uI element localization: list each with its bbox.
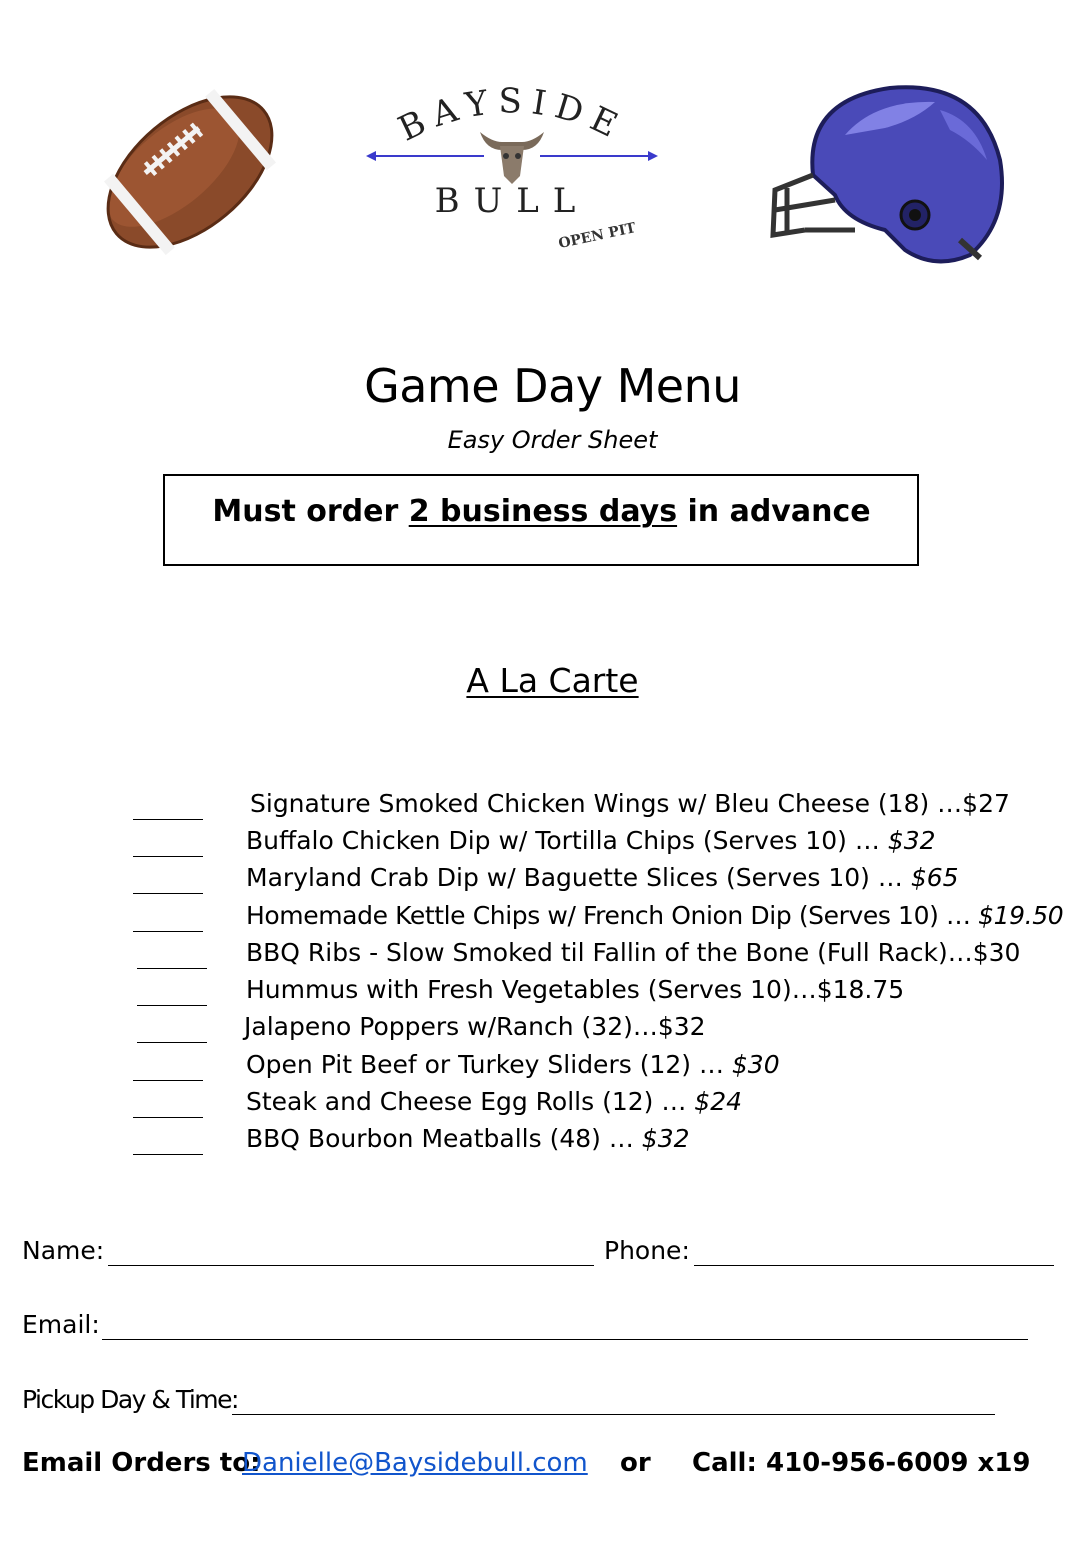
phone-field[interactable] bbox=[694, 1265, 1054, 1266]
menu-item bbox=[246, 901, 1063, 931]
menu-item-price: $65 bbox=[910, 863, 959, 892]
email-orders-label: Email Orders to: bbox=[22, 1448, 261, 1478]
menu-item bbox=[246, 826, 936, 856]
menu-item-price: $32 bbox=[887, 826, 936, 855]
svg-text:BAYSIDE bbox=[392, 81, 631, 149]
menu-item-price: $32 bbox=[641, 1124, 690, 1153]
notice-pre: Must order bbox=[212, 494, 409, 529]
menu-item-text: Open Pit Beef or Turkey Sliders (12) … bbox=[246, 1050, 732, 1079]
notice-post: in advance bbox=[677, 494, 871, 529]
menu-item-price: $19.50 bbox=[978, 901, 1064, 930]
menu-item-text: BBQ Bourbon Meatballs (48) … bbox=[246, 1124, 642, 1153]
email-link[interactable]: Danielle@Baysidebull.com bbox=[242, 1448, 588, 1478]
call-label: Call: bbox=[692, 1448, 757, 1478]
quantity-blank[interactable] bbox=[137, 1005, 207, 1006]
page-title: Game Day Menu bbox=[364, 359, 741, 413]
phone-label: Phone: bbox=[604, 1236, 690, 1265]
menu-item-price: $30 bbox=[731, 1050, 780, 1079]
page-subtitle: Easy Order Sheet bbox=[447, 426, 658, 454]
menu-item bbox=[246, 863, 959, 893]
logo-word-top: BAYSIDE bbox=[392, 81, 632, 150]
menu-item-text: Hummus with Fresh Vegetables (Serves 10)…$18.75 bbox=[246, 975, 905, 1004]
quantity-blank[interactable] bbox=[137, 968, 207, 969]
quantity-blank[interactable] bbox=[133, 893, 203, 894]
or-text: or bbox=[620, 1448, 651, 1478]
quantity-blank[interactable] bbox=[133, 819, 203, 820]
football-helmet-icon bbox=[765, 80, 1010, 270]
football-icon bbox=[100, 88, 280, 256]
menu-item-text: Signature Smoked Chicken Wings w/ Bleu Cheese (18) …$27 bbox=[250, 789, 1010, 818]
quantity-blank[interactable] bbox=[133, 931, 203, 932]
quantity-blank[interactable] bbox=[137, 1042, 207, 1043]
email-label: Email: bbox=[22, 1310, 100, 1339]
advance-order-notice bbox=[163, 494, 920, 530]
menu-item-text: Homemade Kettle Chips w/ French Onion Dip (Serves 10) … bbox=[246, 901, 979, 930]
menu-item bbox=[246, 1087, 742, 1117]
menu-item-text: Steak and Cheese Egg Rolls (12) … bbox=[246, 1087, 695, 1116]
menu-item-text: Maryland Crab Dip w/ Baguette Slices (Serves 10) … bbox=[246, 863, 911, 892]
logo-word-bottom: BULL bbox=[434, 181, 590, 221]
menu-item bbox=[246, 1050, 780, 1080]
name-field[interactable] bbox=[108, 1265, 594, 1266]
pickup-label: Pickup Day & Time: bbox=[22, 1385, 238, 1414]
section-title: A La Carte bbox=[466, 661, 639, 700]
pickup-field[interactable] bbox=[232, 1414, 995, 1415]
menu-item bbox=[246, 975, 904, 1005]
menu-item bbox=[250, 789, 1010, 819]
email-field[interactable] bbox=[102, 1339, 1028, 1340]
phone-number: 410-956-6009 x19 bbox=[766, 1448, 1031, 1478]
bayside-bull-logo bbox=[362, 80, 662, 252]
menu-item-text: Buffalo Chicken Dip w/ Tortilla Chips (Serves 10) … bbox=[246, 826, 888, 855]
quantity-blank[interactable] bbox=[133, 856, 203, 857]
menu-item-text: Jalapeno Poppers w/Ranch (32)…$32 bbox=[244, 1012, 706, 1041]
menu-item bbox=[246, 1124, 690, 1154]
menu-item-text: BBQ Ribs - Slow Smoked til Fallin of the Bone (Full Rack)…$30 bbox=[246, 938, 1021, 967]
menu-item bbox=[246, 938, 1020, 968]
quantity-blank[interactable] bbox=[133, 1080, 203, 1081]
quantity-blank[interactable] bbox=[133, 1154, 203, 1155]
name-label: Name: bbox=[22, 1236, 105, 1265]
menu-item-price: $24 bbox=[694, 1087, 743, 1116]
notice-emphasis: 2 business days bbox=[408, 494, 678, 529]
quantity-blank[interactable] bbox=[133, 1117, 203, 1118]
menu-item bbox=[244, 1012, 706, 1042]
logo-tag: OPEN PIT bbox=[557, 220, 638, 252]
